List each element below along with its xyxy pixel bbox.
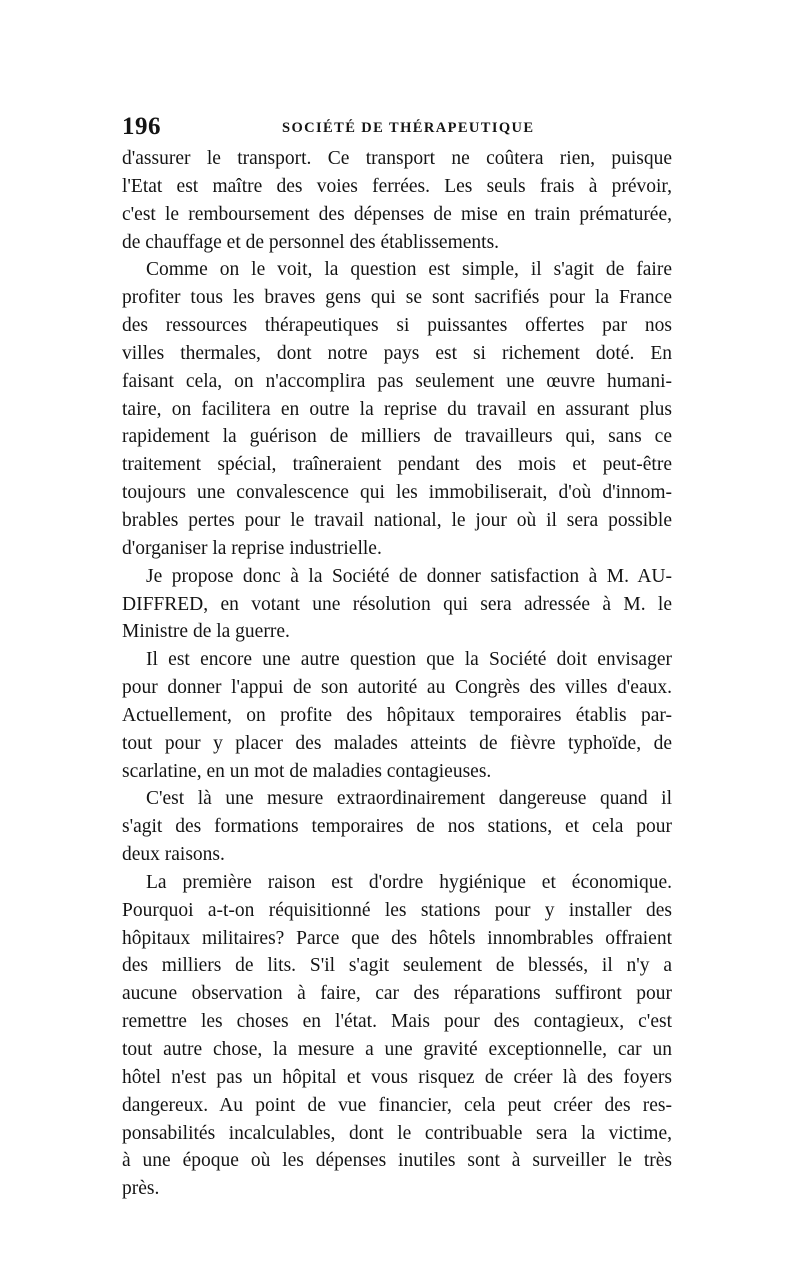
text-line: rapidement la guérison de milliers de travailleurs qui, sans ce: [122, 426, 672, 448]
text-line: de chauffage et de personnel des établissements.: [122, 231, 500, 253]
text-line: tout pour y placer des malades atteints de fièvre typhoïde, de: [122, 732, 672, 754]
text-line: près.: [122, 1178, 160, 1200]
text-line: villes thermales, dont notre pays est si richement doté. En: [122, 342, 672, 364]
text-line: Je propose donc à la Société de donner satisfaction à M. AU-: [146, 565, 672, 587]
text-line: remettre les choses en l'état. Mais pour des contagieux, c'est: [122, 1011, 672, 1033]
text-line: Il est encore une autre question que la Société doit envisager: [146, 649, 672, 671]
text-line: s'agit des formations temporaires de nos stations, et cela pour: [122, 816, 672, 838]
text-line: La première raison est d'ordre hygiénique et économique.: [146, 871, 672, 893]
text-line: d'assurer le transport. Ce transport ne coûtera rien, puisque: [122, 148, 672, 169]
text-line: Ministre de la guerre.: [122, 621, 290, 643]
text-line: profiter tous les braves gens qui se sont sacrifiés pour la France: [122, 287, 672, 309]
text-line: Actuellement, on profite des hôpitaux temporaires établis par-: [122, 704, 672, 726]
text-line: aucune observation à faire, car des réparations suffiront pour: [122, 983, 672, 1005]
page-number: 196: [122, 113, 161, 140]
page-header: [122, 113, 682, 143]
text-line: hôtel n'est pas un hôpital et vous risquez de créer là des foyers: [122, 1066, 672, 1088]
text-line: c'est le remboursement des dépenses de mise en train prématurée,: [122, 203, 672, 225]
text-line: traitement spécial, traîneraient pendant des mois et peut-être: [122, 454, 672, 476]
text-line: DIFFRED, en votant une résolution qui sera adressée à M. le: [122, 593, 672, 615]
text-line: à une époque où les dépenses inutiles sont à surveiller le très: [122, 1150, 672, 1172]
text-line: toujours une convalescence qui les immobiliserait, d'où d'innom-: [122, 482, 672, 504]
text-line: pour donner l'appui de son autorité au Congrès des villes d'eaux.: [122, 677, 672, 699]
text-line: des ressources thérapeutiques si puissantes offertes par nos: [122, 315, 672, 337]
text-line: Comme on le voit, la question est simple, il s'agit de faire: [146, 259, 672, 281]
text-line: l'Etat est maître des voies ferrées. Les seuls frais à prévoir,: [122, 175, 672, 197]
text-line: brables pertes pour le travail national, le jour où il sera possible: [122, 509, 672, 531]
text-line: deux raisons.: [122, 844, 225, 866]
text-line: scarlatine, en un mot de maladies contagieuses.: [122, 760, 492, 782]
body-text: [122, 145, 672, 1203]
text-line: C'est là une mesure extraordinairement dangereuse quand il: [146, 788, 672, 810]
text-line: hôpitaux militaires? Parce que des hôtels innombrables offraient: [122, 927, 672, 949]
text-line: des milliers de lits. S'il s'agit seulement de blessés, il n'y a: [122, 955, 672, 977]
running-head: SOCIÉTÉ DE THÉRAPEUTIQUE: [282, 120, 535, 136]
text-line: Pourquoi a-t-on réquisitionné les stations pour y installer des: [122, 899, 672, 921]
text-line: taire, on facilitera en outre la reprise du travail en assurant plus: [122, 398, 672, 420]
text-line: tout autre chose, la mesure a une gravité exceptionnelle, car un: [122, 1039, 672, 1060]
text-line: d'organiser la reprise industrielle.: [122, 537, 382, 559]
text-line: dangereux. Au point de vue financier, cela peut créer des res-: [122, 1094, 672, 1116]
text-line: ponsabilités incalculables, dont le contribuable sera la victime,: [122, 1122, 672, 1144]
text-line: faisant cela, on n'accomplira pas seulement une œuvre humani-: [122, 370, 672, 392]
